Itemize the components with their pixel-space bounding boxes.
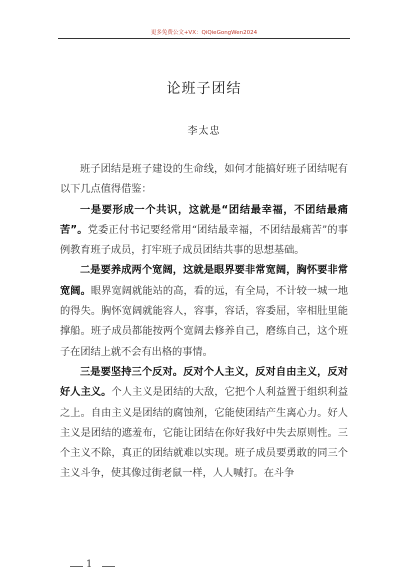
paragraph-text: 班子团结是班子建设的生命线，如何才能搞好班子团结呢有以下几点值得借鉴：: [60, 164, 348, 196]
page-number: 1: [86, 559, 93, 570]
header-divider: [58, 38, 350, 39]
footer-dash-left: [70, 566, 83, 567]
paragraph-lead: 二是要养成两个宽阔，这就是眼界要非常宽阔，胸怀要非常宽阔。: [60, 265, 348, 297]
paragraph-lead: 一是要形成一个共识，这就是“团结最幸福，不团结最痛苦”。: [60, 204, 348, 236]
paragraph: [60, 261, 348, 362]
header-note: 更多免费公文+VX：QiQieGongWen2024: [150, 30, 258, 36]
paragraph-text: 党委正付书记要经常用“团结最幸福，不团结最痛苦”的事例教育班子成员，打牢班子成员团结共事的思想基础。: [60, 224, 348, 257]
paragraph-text: 个人主义是团结的大敌，它把个人利益置于组织利益之上。自由主义是团结的腐蚀剂，它能使团结产生离心力。好人主义是团结的遮羞布，它能让团结在你好我好中失去原则性。三个主义不除，真正的团结就难以实现。班子成员要勇敢的同三个主义斗争，使其像过街老鼠一样，人人喊打。在斗争: [60, 387, 349, 480]
footer-dash-right: [102, 566, 115, 567]
paragraph: [60, 363, 348, 485]
document-body: [60, 160, 348, 485]
document-author: 李太忠: [187, 126, 221, 137]
paragraph-lead: 三是要坚持三个反对。反对个人主义，反对自由主义，反对好人主义。: [60, 366, 348, 399]
paragraph: [60, 160, 348, 201]
document-title: 论班子团结: [166, 81, 242, 97]
paragraph: [60, 201, 348, 262]
paragraph-text: 眼界宽阔就能站的高，看的远，有全局，不计较一城一地的得失。胸怀宽阔就能容人，容事，容话，容委屈，宰相肚里能撑船。班子成员都能按两个宽阔去修养自己，磨练自己，这个班子在团结上就不会有出格的事情。: [60, 285, 349, 358]
